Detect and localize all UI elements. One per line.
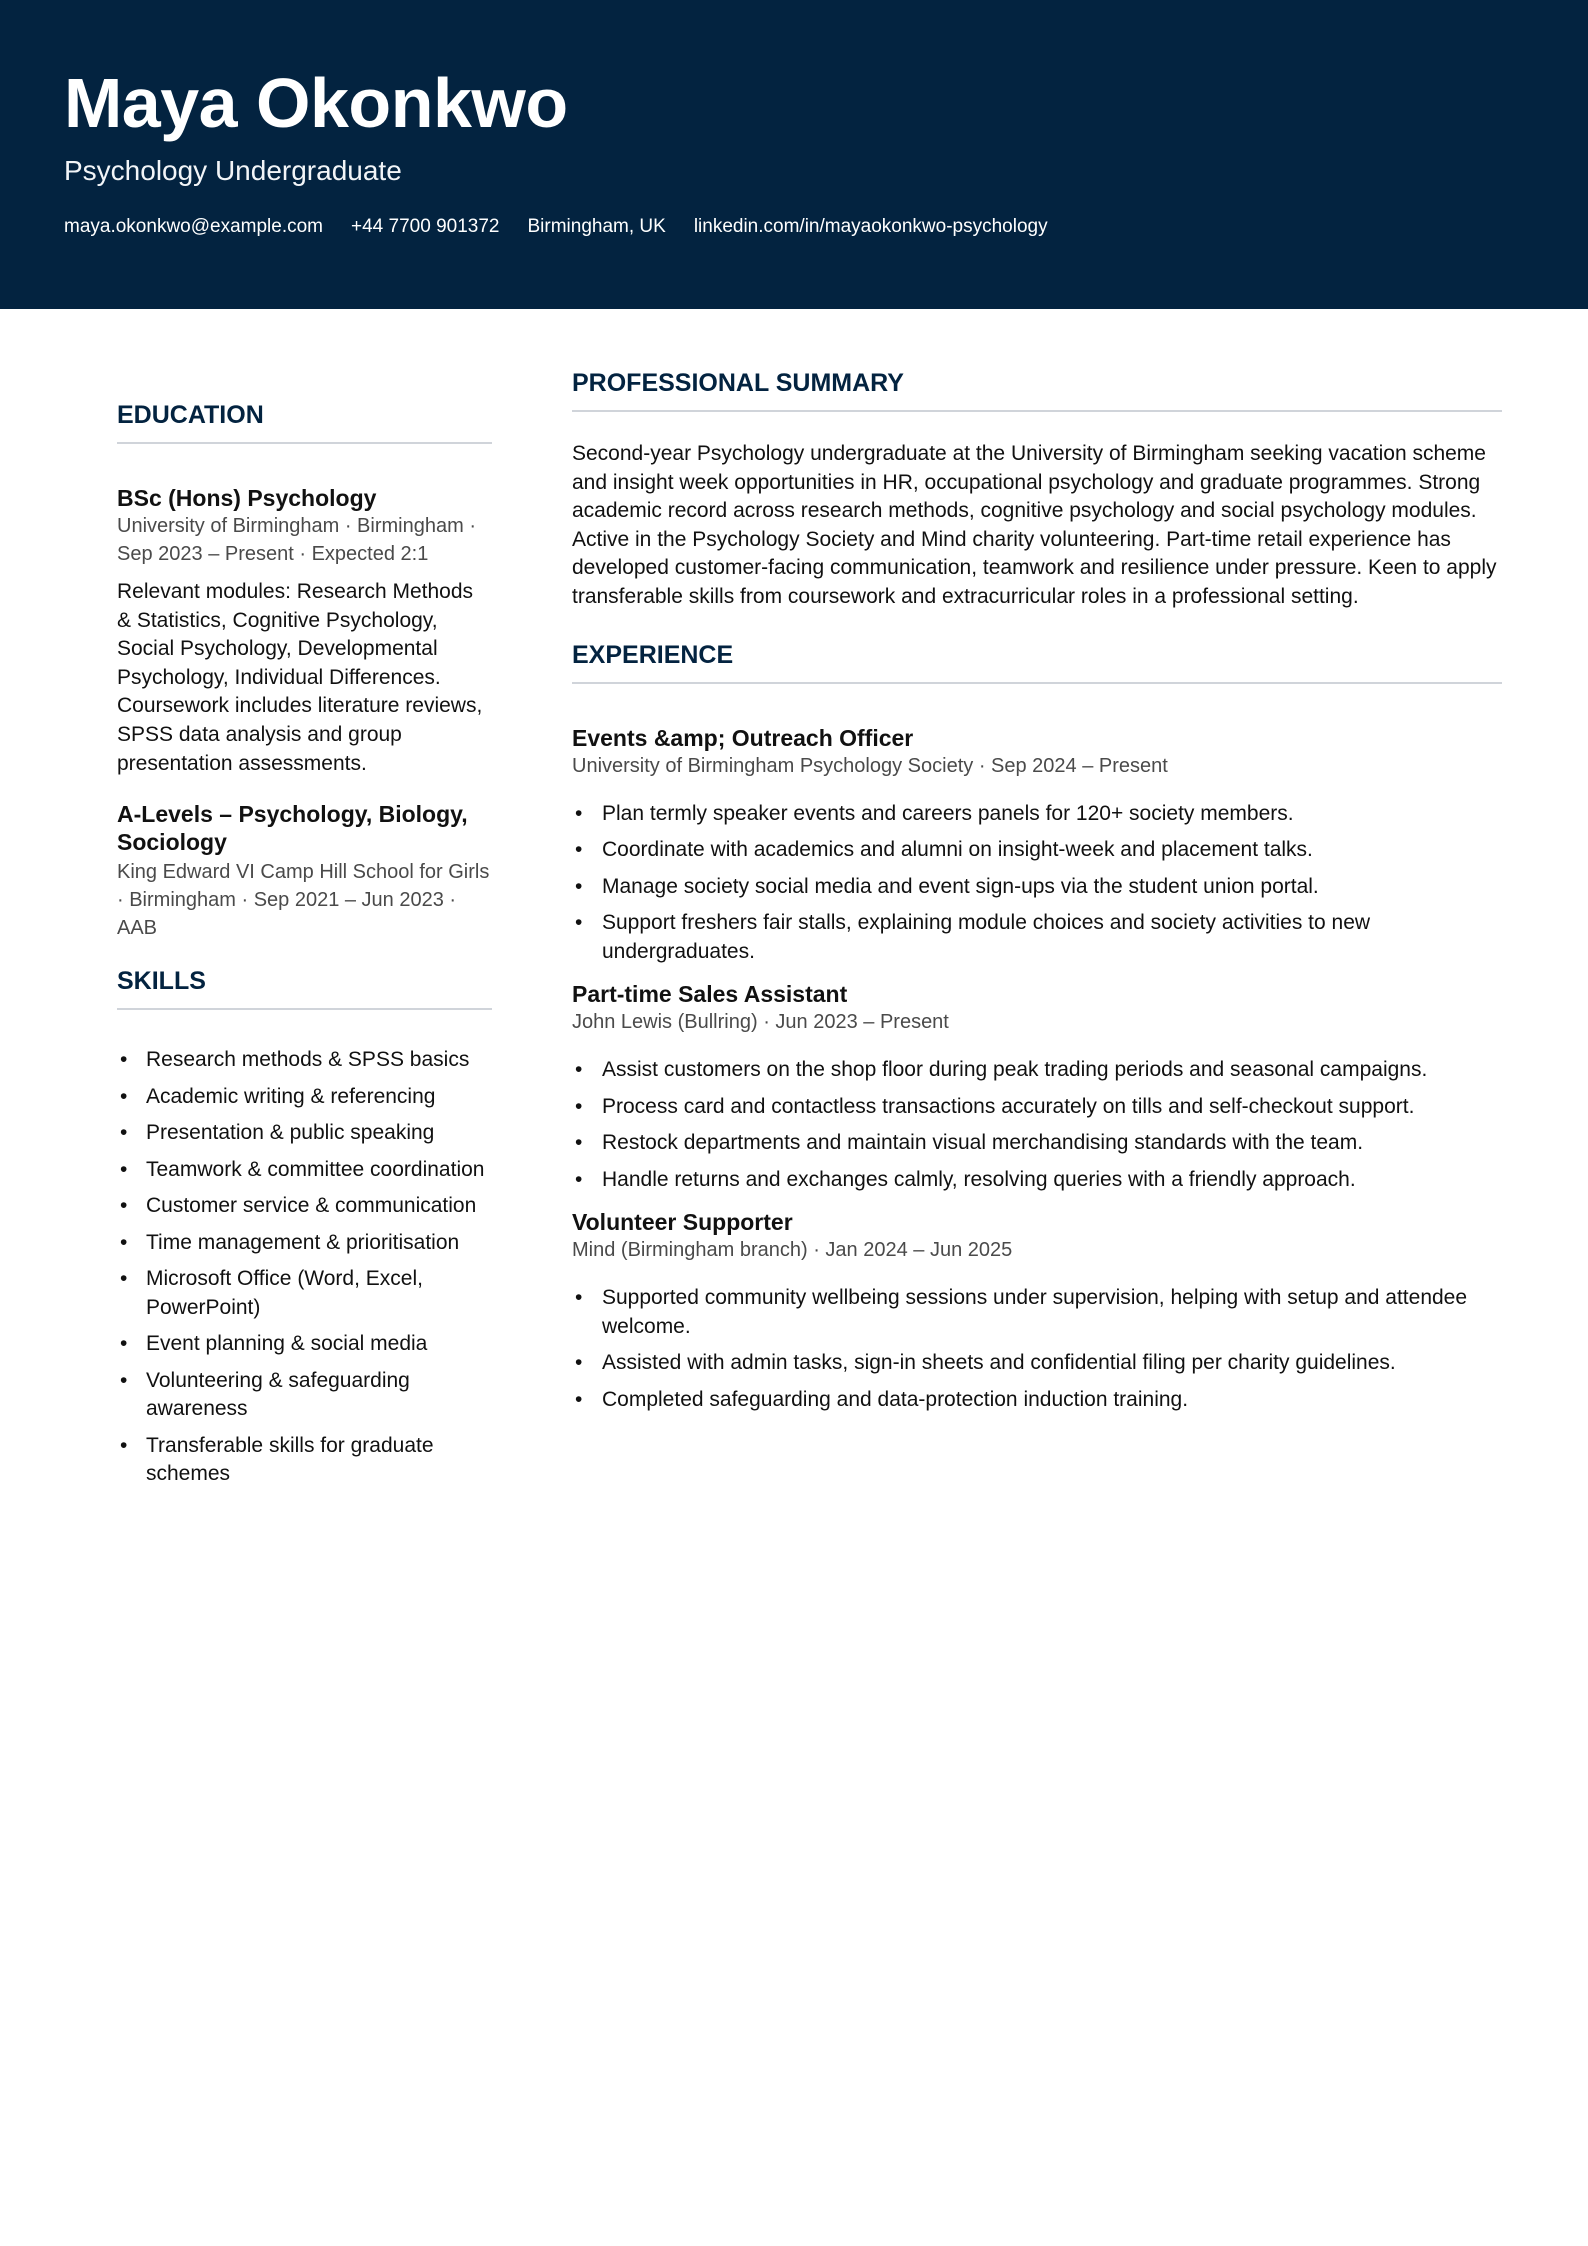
experience-meta: University of Birmingham Psychology Society · Sep 2024 – Present: [572, 754, 1168, 777]
experience-bullet: • Process card and contactless transactions accurately on tills and self-checkout support.: [572, 1093, 1502, 1122]
skill-item: • Teamwork & committee coordination: [117, 1156, 492, 1185]
skill-item: • Research methods & SPSS basics: [117, 1046, 492, 1075]
summary-heading: PROFESSIONAL SUMMARY: [572, 366, 1502, 412]
education-degree: BSc (Hons) Psychology: [117, 485, 377, 511]
skills-list: [117, 1046, 492, 1489]
summary-text: Second-year Psychology undergraduate at the University of Birmingham seeking vacation scheme and insight week opportunities in HR, occupational psychology and graduate programmes. Strong academic record across research methods, cognitive psychology and social psychology modules. Active in the Psychology Society and Mind charity volunteering. Part-time retail experience has developed customer-facing communication, teamwork and resilience under pressure. Keen to apply transferable skills from coursework and extracurricular roles in a professional setting.: [572, 442, 1497, 608]
experience-meta: John Lewis (Bullring) · Jun 2023 – Present: [572, 1011, 949, 1034]
skill-item: • Microsoft Office (Word, Excel, PowerPoint): [117, 1265, 492, 1322]
education-heading: EDUCATION: [117, 398, 492, 444]
left-column: [117, 398, 492, 1497]
experience-meta: Mind (Birmingham branch) · Jan 2024 – Jun 2025: [572, 1239, 1013, 1262]
education-description: Relevant modules: Research Methods & Statistics, Cognitive Psychology, Social Psychology, Developmental Psychology, Individual Differences. Coursework includes literature reviews, SPSS data analysis and group presentation assessments.: [117, 580, 483, 775]
skill-item: • Presentation & public speaking: [117, 1119, 492, 1148]
experience-bullet: • Completed safeguarding and data-protection induction training.: [572, 1386, 1502, 1415]
experience-bullet: • Assisted with admin tasks, sign-in sheets and confidential filing per charity guidelines.: [572, 1349, 1502, 1378]
contact-phone[interactable]: +44 7700 901372: [351, 216, 500, 237]
skill-item: • Academic writing & referencing: [117, 1083, 492, 1112]
education-meta: University of Birmingham · Birmingham · Sep 2023 – Present · Expected 2:1: [117, 515, 476, 565]
resume-header: [0, 0, 1588, 309]
experience-role: Volunteer Supporter: [572, 1209, 793, 1236]
experience-bullet: • Restock departments and maintain visual merchandising standards with the team.: [572, 1129, 1502, 1158]
experience-bullets: [572, 1284, 1502, 1414]
education-entry: [117, 484, 492, 778]
experience-role: Events &amp; Outreach Officer: [572, 724, 914, 751]
candidate-name: Maya Okonkwo: [64, 64, 568, 142]
right-column: [572, 366, 1502, 1422]
skill-item: • Volunteering & safeguarding awareness: [117, 1367, 492, 1424]
education-entry: [117, 800, 492, 942]
skill-item: • Transferable skills for graduate schemes: [117, 1432, 492, 1489]
experience-bullets: [572, 800, 1502, 967]
education-degree: A-Levels – Psychology, Biology, Sociology: [117, 801, 468, 856]
skill-item: • Event planning & social media: [117, 1330, 492, 1359]
experience-bullet: • Coordinate with academics and alumni on insight-week and placement talks.: [572, 836, 1502, 865]
skill-item: • Time management & prioritisation: [117, 1229, 492, 1258]
skill-item: • Customer service & communication: [117, 1192, 492, 1221]
experience-bullet: • Handle returns and exchanges calmly, resolving queries with a friendly approach.: [572, 1166, 1502, 1195]
education-meta: King Edward VI Camp Hill School for Girls · Birmingham · Sep 2021 – Jun 2023 · AAB: [117, 861, 490, 940]
contact-location: Birmingham, UK: [527, 216, 666, 237]
contact-linkedin[interactable]: linkedin.com/in/mayaokonkwo-psychology: [693, 216, 1048, 237]
experience-bullet: • Plan termly speaker events and careers panels for 120+ society members.: [572, 800, 1502, 829]
experience-entry: [572, 724, 1502, 967]
skills-heading: SKILLS: [117, 964, 492, 1010]
experience-entry: [572, 980, 1502, 1194]
experience-bullet: • Manage society social media and event sign-ups via the student union portal.: [572, 873, 1502, 902]
contact-email[interactable]: maya.okonkwo@example.com: [64, 216, 324, 237]
experience-role: Part-time Sales Assistant: [572, 981, 848, 1008]
experience-bullet: • Supported community wellbeing sessions under supervision, helping with setup and attendee welcome.: [572, 1284, 1502, 1341]
contact-line: [64, 215, 1076, 239]
experience-bullets: [572, 1056, 1502, 1194]
candidate-title: Psychology Undergraduate: [64, 155, 402, 186]
experience-entry: [572, 1208, 1502, 1414]
experience-bullet: • Support freshers fair stalls, explaining module choices and society activities to new undergraduates.: [572, 909, 1502, 966]
experience-heading: EXPERIENCE: [572, 638, 1502, 684]
experience-bullet: • Assist customers on the shop floor during peak trading periods and seasonal campaigns.: [572, 1056, 1502, 1085]
